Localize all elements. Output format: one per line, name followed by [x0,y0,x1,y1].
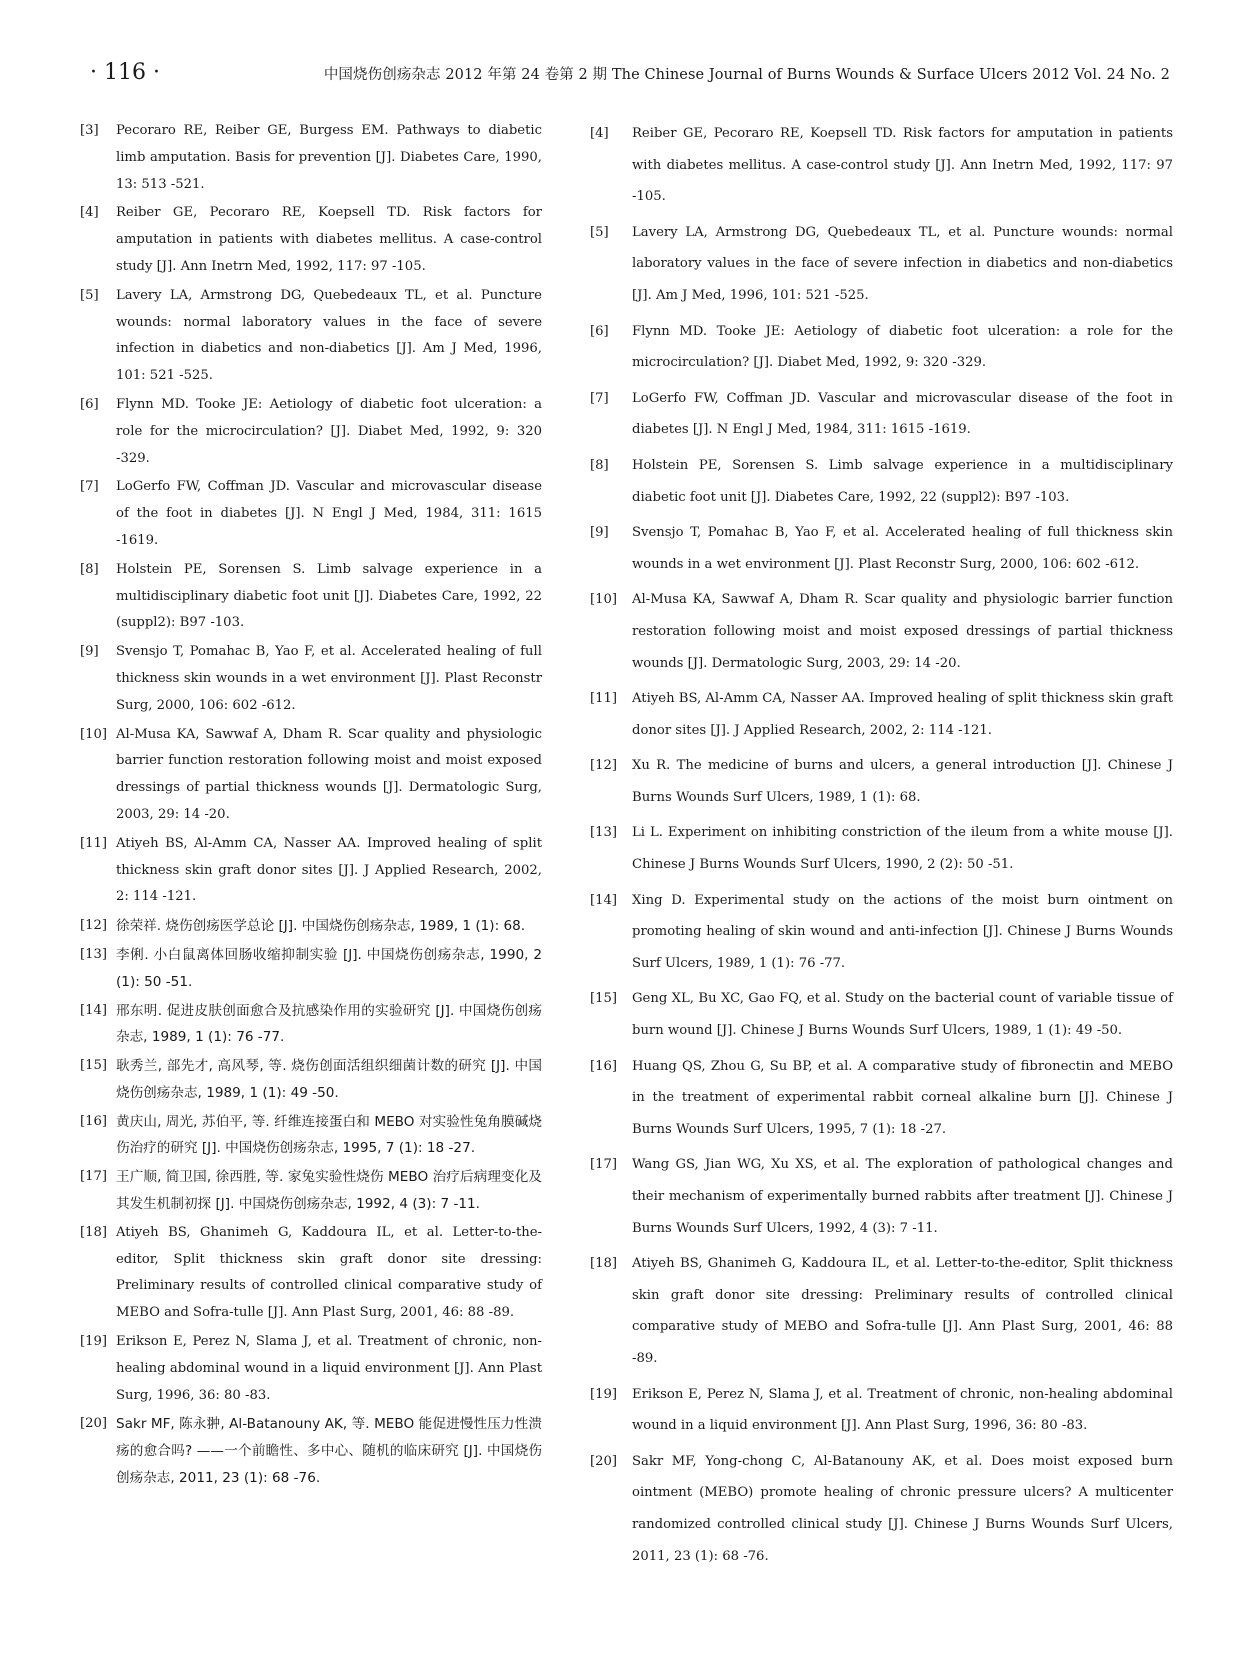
reference-entry [590,584,1173,679]
reference-text: Holstein PE, Sorensen S. Limb salvage experience in a multidisciplinary diabetic foot unit [J]. Diabetes Care, 1992, 22 (suppl2): B97 -103. [116,561,542,631]
reference-text: Al-Musa KA, Sawwaf A, Dham R. Scar quality and physiologic barrier function restoration following moist and moist exposed dressings of partial thickness wounds [J]. Dermatologic Surg, 2003, 29: 14 -20. [116,726,542,822]
reference-number: [13] [590,825,618,841]
reference-text: Xing D. Experimental study on the actions of the moist burn ointment on promoting healing of skin wound and anti-infection [J]. Chinese J Burns Wounds Surf Ulcers, 1989, 1 (1): 76 -77. [632,892,1173,971]
reference-entry [590,750,1173,813]
reference-number: [11] [590,691,618,707]
reference-number: [8] [80,561,99,577]
reference-entry [80,557,542,637]
reference-number: [9] [80,644,99,660]
reference-text: Geng XL, Bu XC, Gao FQ, et al. Study on the bacterial count of variable tissue of burn wound [J]. Chinese J Burns Wounds Surf Ulcers, 1989, 1 (1): 49 -50. [632,991,1173,1039]
reference-entry [80,118,542,198]
reference-text: 耿秀兰, 部先才, 高风琴, 等. 烧伤创面活组织细菌计数的研究 [J]. 中国烧伤创疡杂志, 1989, 1 (1): 49 -50. [116,1058,542,1101]
reference-list-chinese [80,118,542,1494]
reference-number: [19] [80,1334,108,1350]
reference-number: [11] [80,835,108,851]
reference-text: Svensjo T, Pomahac B, Yao F, et al. Accelerated healing of full thickness skin wounds in a wet environment [J]. Plast Reconstr Surg, 2000, 106: 602 -612. [116,644,542,713]
reference-number: [15] [80,1058,108,1074]
reference-number: [5] [590,224,609,240]
reference-entry [80,1411,542,1491]
reference-entry [80,200,542,280]
reference-entry [590,450,1173,513]
reference-entry [590,817,1173,880]
reference-text: 黄庆山, 周光, 苏伯平, 等. 纤维连接蛋白和 MEBO 对实验性兔角膜碱烧伤治疗的研究 [J]. 中国烧伤创疡杂志, 1995, 7 (1): 18 -27. [116,1113,542,1157]
reference-text: Huang QS, Zhou G, Su BP, et al. A comparative study of fibronectin and MEBO in the treatment of experimental rabbit corneal alkaline burn [J]. Chinese J Burns Wounds Surf Ulcers, 1995, 7 (1): 18 -27. [632,1058,1173,1137]
reference-entry [80,1109,542,1163]
reference-text: Atiyeh BS, Al-Amm CA, Nasser AA. Improved healing of split thickness skin graft donor sites [J]. J Applied Research, 2002, 2: 114 -121. [116,835,542,905]
reference-entry [590,383,1173,446]
reference-text: 李俐. 小白鼠离体回肠收缩抑制实验 [J]. 中国烧伤创疡杂志, 1990, 2 (1): 50 -51. [116,946,542,990]
reference-text: Sakr MF, 陈永翀, Al-Batanouny AK, 等. MEBO 能促进慢性压力性溃疡的愈合吗? ——一个前瞻性、多中心、随机的临床研究 [J]. 中国烧伤创疡杂志, 2011, 23 (1): 68 -76. [116,1416,542,1487]
reference-entry [590,118,1173,213]
reference-list-english [590,118,1173,1576]
reference-text: Reiber GE, Pecoraro RE, Koepsell TD. Risk factors for amputation in patients with diabetes mellitus. A case-control study [J]. Ann Inetrn Med, 1992, 117: 97 -105. [116,205,542,274]
reference-entry [590,217,1173,312]
reference-entry [80,998,542,1052]
reference-entry [590,885,1173,980]
reference-text: Erikson E, Perez N, Slama J, et al. Treatment of chronic, non-healing abdominal wound in a liquid environment [J]. Ann Plast Surg, 1996, 36: 80 -83. [632,1386,1173,1434]
reference-entry [80,639,542,719]
reference-number: [7] [80,479,99,495]
reference-number: [4] [590,126,609,141]
reference-entry [590,1051,1173,1146]
reference-number: [7] [590,390,609,406]
reference-text: Atiyeh BS, Al-Amm CA, Nasser AA. Improved healing of split thickness skin graft donor sites [J]. J Applied Research, 2002, 2: 114 -121. [632,691,1173,738]
reference-entry [590,1379,1173,1442]
reference-text: 邢东明. 促进皮肤创面愈合及抗感染作用的实验研究 [J]. 中国烧伤创疡杂志, 1989, 1 (1): 76 -77. [116,1002,542,1046]
reference-text: Holstein PE, Sorensen S. Limb salvage experience in a multidisciplinary diabetic foot unit [J]. Diabetes Care, 1992, 22 (suppl2): B97 -103. [632,457,1173,505]
reference-number: [8] [590,457,609,473]
reference-text: Lavery LA, Armstrong DG, Quebedeaux TL, et al. Puncture wounds: normal laboratory values in the face of severe infection in diabetics and non-diabetics [J]. Am J Med, 1996, 101: 521 -525. [632,224,1173,303]
reference-text: Al-Musa KA, Sawwaf A, Dham R. Scar quality and physiologic barrier function restoration following moist and moist exposed dressings of partial thickness wounds [J]. Dermatologic Surg, 2003, 29: 14 -20. [632,592,1173,671]
reference-text: LoGerfo FW, Coffman JD. Vascular and microvascular disease of the foot in diabetes [J]. N Engl J Med, 1984, 311: 1615 -1619. [116,479,542,548]
reference-number: [13] [80,946,108,962]
reference-number: [17] [590,1157,618,1173]
reference-number: [10] [590,592,618,608]
reference-number: [14] [80,1002,108,1018]
reference-text: Erikson E, Perez N, Slama J, et al. Treatment of chronic, non-healing abdominal wound in a liquid environment [J]. Ann Plast Surg, 1996, 36: 80 -83. [116,1334,542,1403]
reference-number: [5] [80,287,99,303]
reference-entry [80,1164,542,1218]
reference-number: [16] [590,1058,618,1074]
reference-number: [16] [80,1113,108,1129]
reference-entry [590,1149,1173,1244]
reference-text: 徐荣祥. 烧伤创疡医学总论 [J]. 中国烧伤创疡杂志, 1989, 1 (1): 68. [116,918,526,935]
reference-entry [80,1053,542,1107]
reference-entry [80,831,542,911]
reference-entry [80,913,542,940]
reference-number: [17] [80,1169,108,1185]
reference-text: Wang GS, Jian WG, Xu XS, et al. The exploration of pathological changes and their mechanism of experimentally burned rabbits after treatment [J]. Chinese J Burns Wounds Surf Ulcers, 1992, 4 (3): 7 -11. [632,1157,1173,1236]
reference-number: [15] [590,991,618,1007]
reference-text: Flynn MD. Tooke JE: Aetiology of diabetic foot ulceration: a role for the microcirculation? [J]. Diabet Med, 1992, 9: 320 -329. [116,396,542,466]
reference-text: Sakr MF, Yong-chong C, Al-Batanouny AK, et al. Does moist exposed burn ointment (MEBO) promote healing of chronic pressure ulcers? A multicenter randomized controlled clinical study [J]. Chinese J Burns Wounds Surf Ulcers, 2011, 23 (1): 68 -76. [632,1453,1173,1564]
reference-entry [80,1329,542,1409]
reference-number: [18] [590,1256,618,1272]
reference-text: Reiber GE, Pecoraro RE, Koepsell TD. Risk factors for amputation in patients with diabetes mellitus. A case-control study [J]. Ann Inetrn Med, 1992, 117: 97 -105. [632,126,1173,205]
reference-text: Svensjo T, Pomahac B, Yao F, et al. Accelerated healing of full thickness skin wounds in a wet environment [J]. Plast Reconstr Surg, 2000, 106: 602 -612. [632,525,1173,572]
reference-text: Lavery LA, Armstrong DG, Quebedeaux TL, et al. Puncture wounds: normal laboratory values in the face of severe infection in diabetics and non-diabetics [J]. Am J Med, 1996, 101: 521 -525. [116,287,542,384]
reference-entry [80,392,542,472]
reference-number: [6] [590,323,609,339]
reference-entry [590,683,1173,746]
reference-entry [590,517,1173,580]
reference-number: [12] [80,918,108,934]
reference-number: [3] [80,123,99,138]
reference-entry [80,722,542,829]
reference-text: Li L. Experiment on inhibiting constriction of the ileum from a white mouse [J]. Chinese J Burns Wounds Surf Ulcers, 1990, 2 (2): 50 -51. [632,825,1173,873]
reference-text: Atiyeh BS, Ghanimeh G, Kaddoura IL, et al. Letter-to-the-editor, Split thickness skin graft donor site dressing: Preliminary results of controlled clinical comparative study of MEBO and Sofra-tulle [J]. Ann Plast Surg, 2001, 46: 88 -89. [632,1256,1173,1366]
reference-number: [10] [80,726,108,742]
reference-number: [9] [590,525,609,541]
reference-entry [80,283,542,390]
reference-entry [590,983,1173,1046]
reference-number: [20] [590,1453,618,1469]
reference-text: Atiyeh BS, Ghanimeh G, Kaddoura IL, et al. Letter-to-the-editor, Split thickness skin graft donor site dressing: Preliminary results of controlled clinical comparative study of MEBO and Sofra-tulle [J]. Ann Plast Surg, 2001, 46: 88 -89. [116,1224,542,1321]
page-header [90,60,1170,88]
reference-number: [6] [80,396,99,412]
reference-text: Pecoraro RE, Reiber GE, Burgess EM. Pathways to diabetic limb amputation. Basis for prevention [J]. Diabetes Care, 1990, 13: 513 -521. [116,123,542,192]
reference-entry [590,1446,1173,1572]
reference-text: 王广顺, 简卫国, 徐西胜, 等. 家兔实验性烧伤 MEBO 治疗后病理变化及其发生机制初探 [J]. 中国烧伤创疡杂志, 1992, 4 (3): 7 -11. [116,1169,542,1213]
reference-entry [80,1220,542,1327]
reference-number: [14] [590,892,618,908]
reference-number: [19] [590,1386,618,1402]
reference-number: [18] [80,1224,108,1240]
reference-entry [80,942,542,996]
reference-number: [4] [80,205,99,221]
reference-text: LoGerfo FW, Coffman JD. Vascular and microvascular disease of the foot in diabetes [J]. N Engl J Med, 1984, 311: 1615 -1619. [632,390,1173,438]
page-number: · 116 · [90,60,160,85]
reference-text: Flynn MD. Tooke JE: Aetiology of diabetic foot ulceration: a role for the microcirculation? [J]. Diabet Med, 1992, 9: 320 -329. [632,323,1173,371]
reference-entry [590,316,1173,379]
reference-entry [80,474,542,554]
running-head: 中国烧伤创疡杂志 2012 年第 24 卷第 2 期 The Chinese Journal of Burns Wounds & Surface Ulcers 2012 Vol. 24 No. 2 [323,67,1170,83]
reference-number: [12] [590,758,618,774]
reference-text: Xu R. The medicine of burns and ulcers, a general introduction [J]. Chinese J Burns Wounds Surf Ulcers, 1989, 1 (1): 68. [632,758,1173,805]
reference-entry [590,1248,1173,1374]
reference-number: [20] [80,1416,108,1432]
